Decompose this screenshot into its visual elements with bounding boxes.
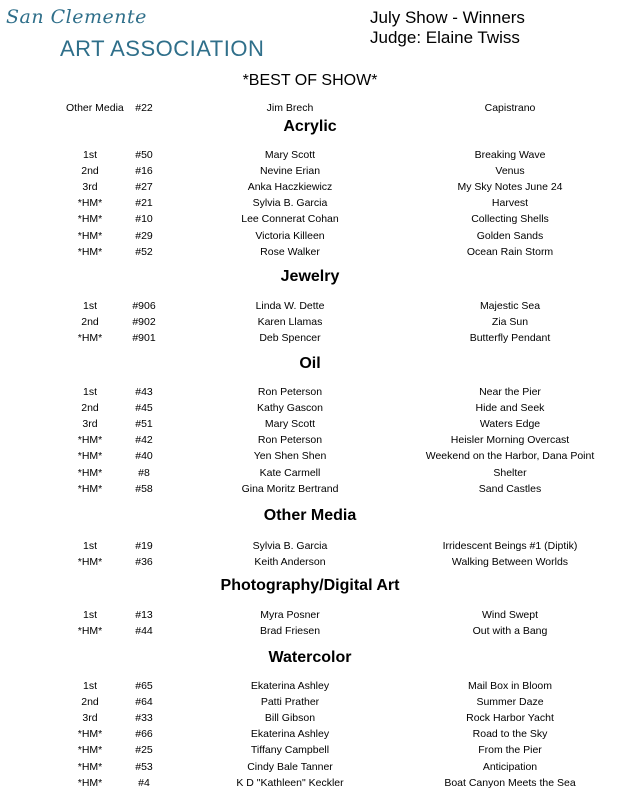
entry-number: #13 <box>135 609 153 621</box>
entry-row <box>0 777 620 793</box>
category-heading: Watercolor <box>268 649 352 666</box>
category-heading: Other Media <box>263 507 357 524</box>
entry-number: #51 <box>135 418 153 431</box>
best-of-show-heading: *BEST OF SHOW* <box>242 72 378 89</box>
entry-place: 3rd <box>82 712 98 725</box>
entry-title: Majestic Sea <box>479 300 541 312</box>
entry-number: #33 <box>135 712 153 725</box>
entry-place: 1st <box>82 386 97 398</box>
entry-title: Near the Pier <box>479 386 541 398</box>
entry-number: #52 <box>135 245 153 258</box>
entry-artist: Myra Posner <box>260 609 320 621</box>
entry-title: Wind Swept <box>481 609 539 621</box>
entry-title: Boat Canyon Meets the Sea <box>444 776 576 789</box>
logo-script-text: San Clemente <box>6 6 147 28</box>
entry-artist: Brad Friesen <box>259 625 321 638</box>
entry-artist: Rose Walker <box>260 245 320 258</box>
entry-place: 1st <box>82 149 97 161</box>
entry-row <box>0 744 620 760</box>
entry-place: 2nd <box>81 402 99 415</box>
entry-title: Irridescent Beings #1 (Diptik) <box>442 540 578 552</box>
entry-row <box>0 450 620 466</box>
entry-row <box>0 625 620 641</box>
entry-title: Anticipation <box>482 760 538 773</box>
entry-number: #25 <box>135 744 153 757</box>
entry-place: *HM* <box>77 556 103 569</box>
entry-row <box>0 181 620 197</box>
entry-title: Capistrano <box>484 102 536 114</box>
entry-place: *HM* <box>77 245 103 258</box>
entry-artist: Victoria Killeen <box>255 229 325 242</box>
category-heading: Oil <box>299 355 321 372</box>
entry-number: #65 <box>135 680 153 692</box>
entry-title: Walking Between Worlds <box>451 556 569 569</box>
entry-artist: Ekaterina Ashley <box>250 728 330 741</box>
entry-place: 2nd <box>81 316 99 329</box>
page-title: July Show - Winners <box>370 8 525 27</box>
entry-number: #50 <box>135 149 153 161</box>
entry-title: Hide and Seek <box>475 402 545 415</box>
entry-artist: Kate Carmell <box>259 466 321 479</box>
entry-title: Ocean Rain Storm <box>466 245 554 258</box>
entry-row <box>0 556 620 572</box>
logo <box>4 6 265 64</box>
entry-place: *HM* <box>77 482 103 495</box>
entry-row <box>0 197 620 213</box>
entry-row <box>0 300 620 316</box>
entry-number: #27 <box>135 181 153 194</box>
entry-number: #21 <box>135 197 153 210</box>
entry-artist: Nevine Erian <box>259 165 321 178</box>
entry-row <box>0 418 620 434</box>
entry-place: *HM* <box>77 760 103 773</box>
entry-title: Waters Edge <box>479 418 541 431</box>
entry-artist: Sylvia B. Garcia <box>252 540 328 552</box>
entry-number: #22 <box>135 102 153 114</box>
entry-row <box>0 316 620 332</box>
entry-row <box>0 728 620 744</box>
entry-number: #66 <box>135 728 153 741</box>
entry-place: *HM* <box>77 213 103 226</box>
entry-place: 1st <box>82 300 97 312</box>
entry-place: *HM* <box>77 728 103 741</box>
entry-place: *HM* <box>77 197 103 210</box>
entry-row <box>0 332 620 348</box>
entry-artist: Jim Brech <box>266 102 314 114</box>
entry-number: #43 <box>135 386 153 398</box>
entry-row <box>0 712 620 728</box>
entry-row <box>0 467 620 483</box>
entry-artist: Tiffany Campbell <box>250 744 330 757</box>
entry-number: #10 <box>135 213 153 226</box>
entry-number: #44 <box>135 625 153 638</box>
entry-title: From the Pier <box>478 744 542 757</box>
entry-artist: Bill Gibson <box>264 712 316 725</box>
entry-title: Shelter <box>493 466 527 479</box>
entry-row <box>0 483 620 499</box>
entry-place: *HM* <box>77 776 103 789</box>
entry-row <box>0 230 620 246</box>
entry-number: #64 <box>135 696 153 709</box>
entry-place: *HM* <box>77 434 103 447</box>
entry-title: Road to the Sky <box>472 728 548 741</box>
entry-number: #901 <box>132 332 156 345</box>
entry-number: #29 <box>135 229 153 242</box>
entry-artist: Ekaterina Ashley <box>250 680 330 692</box>
entry-row <box>0 540 620 556</box>
entry-title: Heisler Morning Overcast <box>450 434 570 447</box>
entry-place: Other Media <box>66 102 124 114</box>
entry-place: *HM* <box>77 466 103 479</box>
entry-artist: Ron Peterson <box>257 386 323 398</box>
entry-title: Zia Sun <box>491 316 529 329</box>
entry-artist: Lee Connerat Cohan <box>241 213 339 226</box>
entry-row <box>0 696 620 712</box>
entry-place: *HM* <box>77 744 103 757</box>
entry-place: *HM* <box>77 229 103 242</box>
entry-artist: Deb Spencer <box>259 332 321 345</box>
entry-artist: Linda W. Dette <box>255 300 325 312</box>
entry-title: My Sky Notes June 24 <box>457 181 563 194</box>
entry-number: #36 <box>135 556 153 569</box>
entry-place: *HM* <box>77 625 103 638</box>
entry-artist: Mary Scott <box>264 149 316 161</box>
category-heading: Photography/Digital Art <box>220 577 400 594</box>
entry-artist: Yen Shen Shen <box>253 450 327 463</box>
entry-place: *HM* <box>77 332 103 345</box>
entry-title: Venus <box>495 165 525 178</box>
entry-number: #19 <box>135 540 153 552</box>
entry-row <box>0 246 620 262</box>
entry-number: #58 <box>135 482 153 495</box>
entry-row <box>0 761 620 777</box>
entry-row <box>0 213 620 229</box>
entry-number: #16 <box>135 165 153 178</box>
entry-number: #906 <box>132 300 156 312</box>
logo-main-text: ART ASSOCIATION <box>60 36 265 61</box>
entry-artist: Kathy Gascon <box>257 402 323 415</box>
entry-row <box>0 386 620 402</box>
entry-number: #8 <box>138 466 150 479</box>
entry-artist: K D "Kathleen" Keckler <box>236 776 344 789</box>
entry-place: 3rd <box>82 418 98 431</box>
entry-title: Out with a Bang <box>472 625 548 638</box>
entry-row <box>0 609 620 625</box>
entry-place: *HM* <box>77 450 103 463</box>
entry-artist: Gina Moritz Bertrand <box>241 482 339 495</box>
entry-artist: Karen Llamas <box>257 316 323 329</box>
entry-title: Golden Sands <box>476 229 544 242</box>
entry-title: Summer Daze <box>476 696 544 709</box>
entry-artist: Mary Scott <box>264 418 316 431</box>
entry-title: Weekend on the Harbor, Dana Point <box>425 450 595 463</box>
entry-place: 1st <box>82 609 97 621</box>
entry-number: #40 <box>135 450 153 463</box>
entry-title: Harvest <box>491 197 529 210</box>
entry-title: Rock Harbor Yacht <box>466 712 554 725</box>
entry-row <box>0 165 620 181</box>
entry-number: #902 <box>132 316 156 329</box>
entry-number: #4 <box>138 776 150 789</box>
entry-row <box>0 402 620 418</box>
entry-place: 1st <box>82 540 97 552</box>
entry-number: #42 <box>135 434 153 447</box>
entry-place: 2nd <box>81 165 99 178</box>
entry-place: 2nd <box>81 696 99 709</box>
category-heading: Jewelry <box>280 268 340 285</box>
entry-title: Butterfly Pendant <box>469 332 551 345</box>
entry-artist: Cindy Bale Tanner <box>247 760 333 773</box>
entry-title: Mail Box in Bloom <box>467 680 553 692</box>
best-of-show-row <box>0 102 620 118</box>
entry-title: Sand Castles <box>478 482 542 495</box>
entry-artist: Ron Peterson <box>257 434 323 447</box>
entry-artist: Patti Prather <box>260 696 320 709</box>
entry-artist: Anka Haczkiewicz <box>247 181 333 194</box>
entry-number: #53 <box>135 760 153 773</box>
judge-line: Judge: Elaine Twiss <box>370 28 520 47</box>
entry-artist: Keith Anderson <box>254 556 326 569</box>
entry-place: 1st <box>82 680 97 692</box>
entry-place: 3rd <box>82 181 98 194</box>
entry-number: #45 <box>135 402 153 415</box>
entry-title: Collecting Shells <box>471 213 549 226</box>
entry-row <box>0 149 620 165</box>
entry-artist: Sylvia B. Garcia <box>252 197 328 210</box>
category-heading: Acrylic <box>283 118 337 135</box>
entry-row <box>0 434 620 450</box>
entry-row <box>0 680 620 696</box>
entry-title: Breaking Wave <box>474 149 546 161</box>
